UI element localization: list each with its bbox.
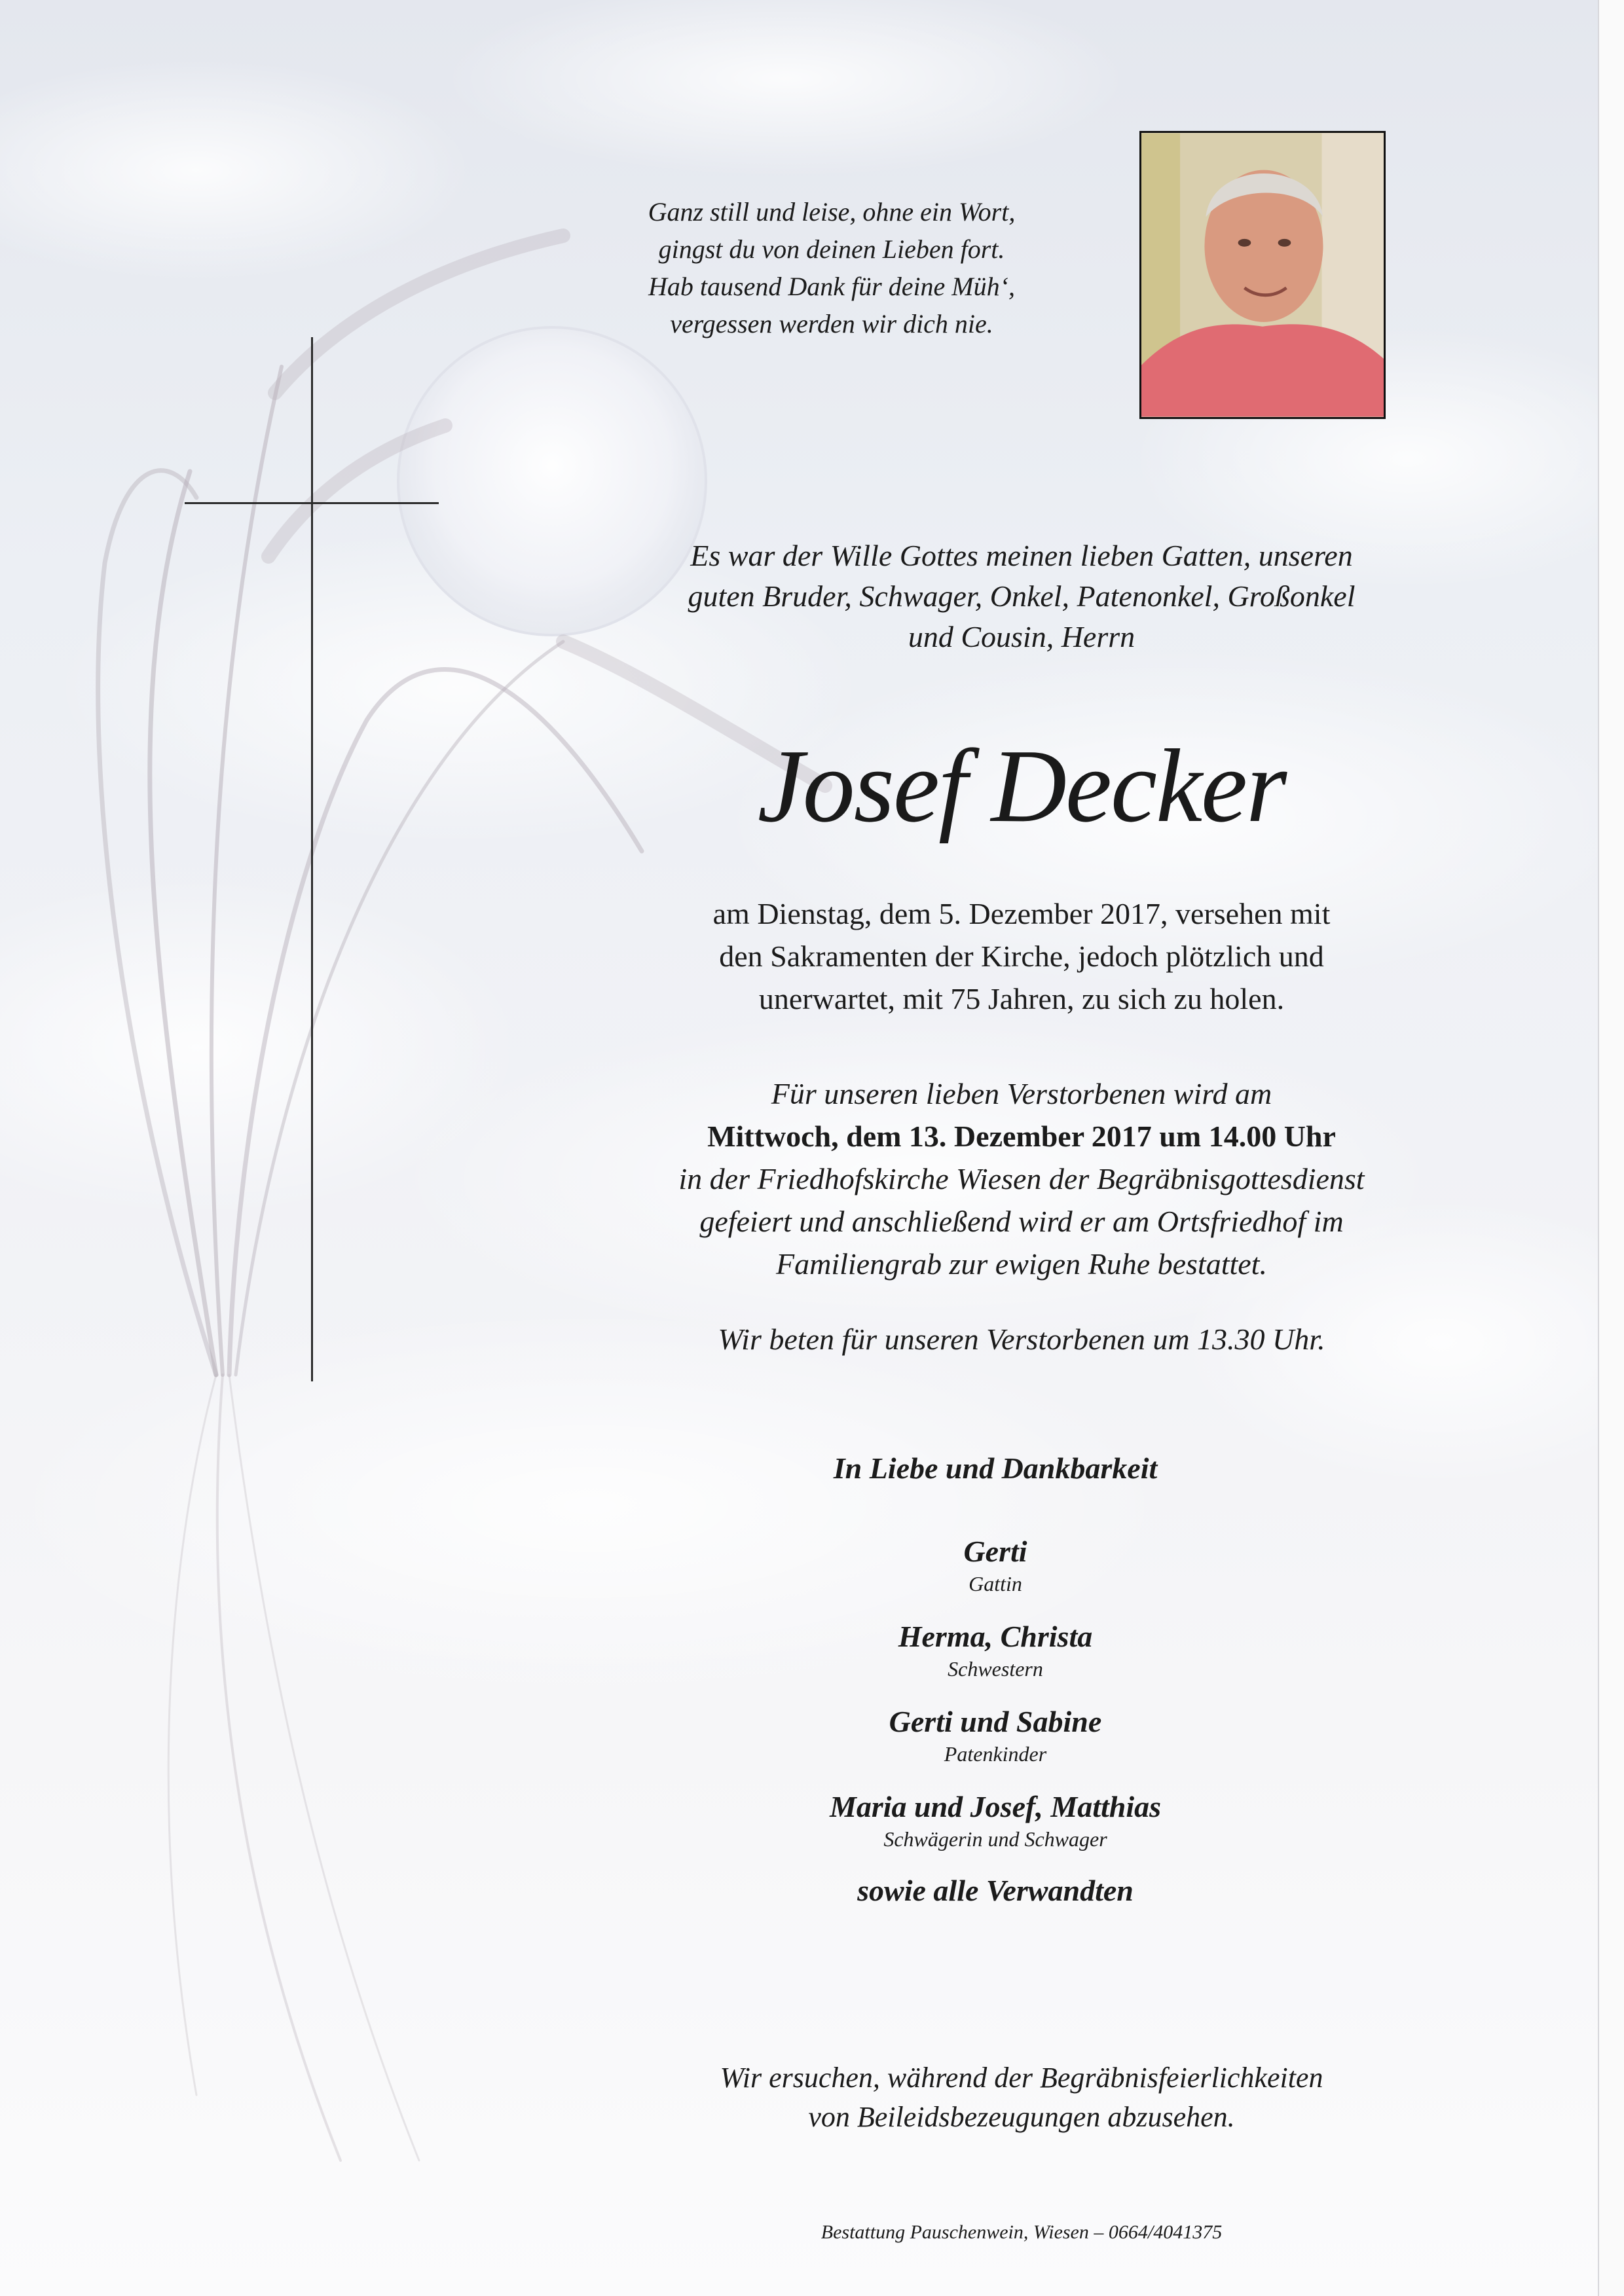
death-notice-line: unerwartet, mit 75 Jahren, zu sich zu holen. [758, 982, 1285, 1015]
poem-line: Hab tausend Dank für deine Müh‘, [648, 272, 1015, 301]
death-notice-line: den Sakramenten der Kirche, jedoch plötzlich und [719, 939, 1324, 973]
death-notice [550, 892, 1493, 1020]
memorial-poem [576, 193, 1087, 342]
death-notice-line: am Dienstag, dem 5. Dezember 2017, versehen mit [712, 897, 1331, 930]
mourner-role: Gattin [969, 1572, 1022, 1595]
mourners-list [733, 1447, 1257, 1910]
request-line: von Beileidsbezeugungen abzusehen. [808, 2101, 1235, 2133]
request-line: Wir ersuchen, während der Begräbnisfeierlichkeiten [720, 2062, 1323, 2094]
page-edge [1598, 0, 1624, 2296]
mourner-role: Schwägerin und Schwager [883, 1827, 1107, 1851]
service-detail-line: in der Friedhofskirche Wiesen der Begräbnisgottesdienst [678, 1162, 1365, 1195]
mourner-names: Gerti und Sabine [889, 1705, 1102, 1738]
mourner-group [733, 1532, 1257, 1596]
mourner-group [733, 1787, 1257, 1851]
poem-line: Ganz still und leise, ohne ein Wort, [648, 197, 1016, 227]
cross-horizontal-bar [185, 502, 439, 504]
announcement-line: Es war der Wille Gottes meinen lieben Gatten, unseren [690, 539, 1353, 572]
announcement-line: guten Bruder, Schwager, Onkel, Patenonkel, Großonkel [688, 579, 1356, 613]
service-detail-line: gefeiert und anschließend wird er am Ortsfriedhof im [699, 1205, 1344, 1238]
service-date-time: Mittwoch, dem 13. Dezember 2017 um 14.00 Uhr [707, 1120, 1336, 1153]
poem-line: gingst du von deinen Lieben fort. [658, 234, 1005, 264]
funeral-home-footer: Bestattung Pauschenwein, Wiesen – 0664/4041375 [821, 2221, 1223, 2243]
mourner-role: Patenkinder [944, 1742, 1047, 1766]
poem-line: vergessen werden wir dich nie. [670, 309, 993, 338]
prayer-time: Wir beten für unseren Verstorbenen um 13.30 Uhr. [718, 1322, 1325, 1356]
service-detail-line: Familiengrab zur ewigen Ruhe bestattet. [776, 1247, 1267, 1281]
announcement-line: und Cousin, Herrn [908, 620, 1135, 653]
mourner-role: Schwestern [948, 1657, 1043, 1681]
mourner-group [733, 1702, 1257, 1766]
funeral-service-info [550, 1072, 1493, 1285]
mourners-closing: sowie alle Verwandten [857, 1874, 1134, 1907]
announcement-text [550, 536, 1493, 657]
portrait-photo [1139, 131, 1386, 419]
mourner-names: Maria und Josef, Matthias [829, 1790, 1162, 1823]
deceased-name: Josef Decker [757, 727, 1286, 844]
mourners-title: In Liebe und Dankbarkeit [833, 1451, 1158, 1485]
service-lead: Für unseren lieben Verstorbenen wird am [771, 1077, 1272, 1110]
mourner-names: Gerti [963, 1535, 1027, 1568]
mourner-group [733, 1617, 1257, 1681]
condolence-request [550, 2058, 1493, 2137]
portrait-figure [1141, 133, 1384, 417]
mourner-names: Herma, Christa [898, 1620, 1093, 1653]
cross-vertical-bar [311, 337, 313, 1381]
